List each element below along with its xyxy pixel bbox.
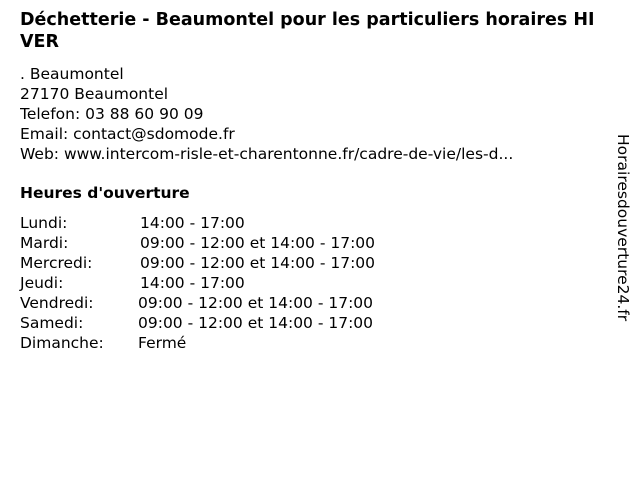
hours-heading: Heures d'ouverture (20, 184, 190, 202)
email-text: Email: contact@sdomode.fr (20, 125, 235, 143)
day-label: Mercredi: (20, 254, 93, 272)
address-block (20, 64, 610, 164)
day-label: Jeudi: (20, 274, 64, 292)
site-watermark: Horairesdouverture24.fr (614, 134, 632, 322)
address-line-street: . Beaumontel (20, 65, 124, 83)
time-value: 14:00 - 17:00 (140, 274, 245, 292)
time-value: Fermé (138, 334, 187, 352)
time-value: 09:00 - 12:00 et 14:00 - 17:00 (140, 234, 376, 252)
day-label: Lundi: (20, 214, 68, 232)
web-text: Web: www.intercom-risle-et-charentonne.fr/cadre-de-vie/les-d... (20, 145, 514, 163)
day-label: Vendredi: (20, 294, 94, 312)
time-value: 09:00 - 12:00 et 14:00 - 17:00 (140, 254, 376, 272)
page-title: Déchetterie - Beaumontel pour les particuliers horaires HIVER (20, 10, 595, 52)
day-label: Samedi: (20, 314, 84, 332)
time-value: 14:00 - 17:00 (140, 214, 245, 232)
day-label: Mardi: (20, 234, 69, 252)
time-value: 09:00 - 12:00 et 14:00 - 17:00 (138, 294, 374, 312)
time-value: 09:00 - 12:00 et 14:00 - 17:00 (138, 314, 374, 332)
phone-text: Telefon: 03 88 60 90 09 (20, 105, 204, 123)
address-line-city: 27170 Beaumontel (20, 85, 169, 103)
day-label: Dimanche: (20, 334, 104, 352)
